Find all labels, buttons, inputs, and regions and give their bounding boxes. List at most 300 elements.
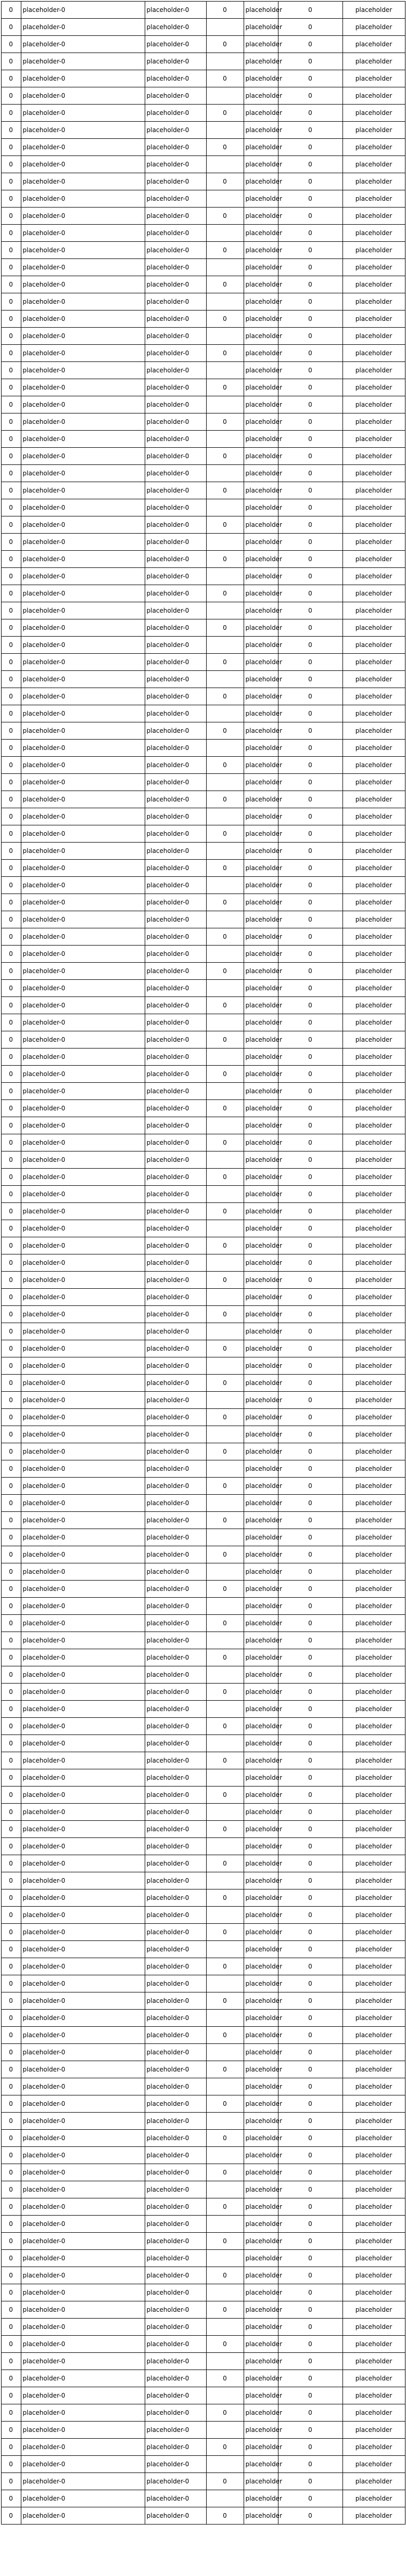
table-row [1,2284,405,2301]
table-row [1,1031,405,1048]
row-index-cell: 0 [1,2078,21,2095]
status-cell: placeholder [342,654,405,671]
company-name-cell: placeholder-0 [21,2,145,19]
table-row [1,310,405,328]
status-cell: placeholder [342,1443,405,1460]
table-row [1,705,405,722]
company-name-cell: placeholder-0 [21,1581,145,1598]
contact-person-cell: placeholder [244,2473,278,2490]
contact-person-cell: placeholder [244,2422,278,2439]
industry-cell: placeholder-0 [145,2113,206,2130]
row-index-cell: 0 [1,1220,21,1237]
company-name-cell: placeholder-0 [21,208,145,225]
status-cell: placeholder [342,465,405,482]
table-row [1,1375,405,1392]
row-index-cell: 0 [1,1512,21,1529]
company-name-cell: placeholder-0 [21,1821,145,1838]
company-name-cell: placeholder-0 [21,1117,145,1134]
phone-cell: 0 [278,139,342,156]
status-cell: placeholder [342,1478,405,1495]
contact-person-cell: placeholder [244,2147,278,2164]
quantity-cell [206,946,244,963]
table-row [1,1975,405,1992]
status-cell: placeholder [342,122,405,139]
industry-cell: placeholder-0 [145,1838,206,1855]
row-index-cell: 0 [1,310,21,328]
industry-cell: placeholder-0 [145,1735,206,1752]
contact-person-cell: placeholder [244,448,278,465]
table-row [1,53,405,70]
phone-cell: 0 [278,2422,342,2439]
contact-person-cell: placeholder [244,1804,278,1821]
industry-cell: placeholder-0 [145,1460,206,1478]
table-row [1,1100,405,1117]
company-name-cell: placeholder-0 [21,1220,145,1237]
quantity-cell: 0 [206,482,244,499]
phone-cell: 0 [278,1460,342,1478]
status-cell: placeholder [342,225,405,242]
status-cell: placeholder [342,2113,405,2130]
contact-person-cell: placeholder [244,1426,278,1443]
status-cell: placeholder [342,2044,405,2061]
row-index-cell: 0 [1,482,21,499]
phone-cell: 0 [278,1254,342,1272]
industry-cell: placeholder-0 [145,2507,206,2525]
table-row [1,1340,405,1357]
status-cell: placeholder [342,2147,405,2164]
company-name-cell: placeholder-0 [21,2301,145,2319]
contact-person-cell: placeholder [244,619,278,637]
row-index-cell: 0 [1,2095,21,2113]
table-row [1,2319,405,2336]
industry-cell: placeholder-0 [145,1426,206,1443]
row-index-cell: 0 [1,2336,21,2353]
company-name-cell: placeholder-0 [21,894,145,911]
industry-cell: placeholder-0 [145,740,206,757]
company-name-cell: placeholder-0 [21,688,145,705]
industry-cell: placeholder-0 [145,1409,206,1426]
row-index-cell: 0 [1,2113,21,2130]
contact-person-cell: placeholder [244,860,278,877]
status-cell: placeholder [342,1048,405,1066]
quantity-cell: 0 [206,139,244,156]
quantity-cell: 0 [206,1409,244,1426]
status-cell: placeholder [342,19,405,36]
status-cell: placeholder [342,2181,405,2198]
contact-person-cell: placeholder [244,2267,278,2284]
contact-person-cell: placeholder [244,396,278,413]
company-name-cell: placeholder-0 [21,2010,145,2027]
row-index-cell: 0 [1,2507,21,2525]
quantity-cell [206,2319,244,2336]
status-cell: placeholder [342,1100,405,1117]
company-name-cell: placeholder-0 [21,1529,145,1546]
table-row [1,860,405,877]
row-index-cell: 0 [1,1443,21,1460]
contact-person-cell: placeholder [244,1443,278,1460]
company-name-cell: placeholder-0 [21,1014,145,1031]
industry-cell: placeholder-0 [145,1512,206,1529]
row-index-cell: 0 [1,1357,21,1375]
industry-cell: placeholder-0 [145,208,206,225]
contact-person-cell: placeholder [244,139,278,156]
company-name-cell: placeholder-0 [21,2044,145,2061]
table-row [1,2490,405,2507]
industry-cell: placeholder-0 [145,276,206,293]
table-row [1,1357,405,1375]
phone-cell: 0 [278,242,342,259]
industry-cell: placeholder-0 [145,637,206,654]
phone-cell: 0 [278,259,342,276]
industry-cell: placeholder-0 [145,1392,206,1409]
contact-person-cell: placeholder [244,740,278,757]
industry-cell: placeholder-0 [145,156,206,173]
table-row [1,2078,405,2095]
status-cell: placeholder [342,1615,405,1632]
row-index-cell: 0 [1,1066,21,1083]
phone-cell: 0 [278,396,342,413]
phone-cell: 0 [278,757,342,774]
quantity-cell: 0 [206,1443,244,1460]
contact-person-cell: placeholder [244,105,278,122]
table-row [1,1014,405,1031]
contact-person-cell: placeholder [244,1546,278,1563]
row-index-cell: 0 [1,1134,21,1151]
table-row [1,2027,405,2044]
contact-person-cell: placeholder [244,1237,278,1254]
industry-cell: placeholder-0 [145,2473,206,2490]
company-name-cell: placeholder-0 [21,1443,145,1460]
row-index-cell: 0 [1,688,21,705]
industry-cell: placeholder-0 [145,379,206,396]
row-index-cell: 0 [1,1718,21,1735]
quantity-cell: 0 [206,1237,244,1254]
quantity-cell [206,1357,244,1375]
quantity-cell [206,705,244,722]
industry-cell: placeholder-0 [145,928,206,946]
row-index-cell: 0 [1,1838,21,1855]
contact-person-cell: placeholder [244,2387,278,2404]
phone-cell: 0 [278,2078,342,2095]
contact-person-cell: placeholder [244,637,278,654]
quantity-cell: 0 [206,1615,244,1632]
row-index-cell: 0 [1,1958,21,1975]
status-cell: placeholder [342,2095,405,2113]
company-name-cell: placeholder-0 [21,293,145,310]
phone-cell: 0 [278,963,342,980]
phone-cell: 0 [278,1426,342,1443]
quantity-cell: 0 [206,70,244,87]
industry-cell: placeholder-0 [145,551,206,568]
company-name-cell: placeholder-0 [21,1563,145,1581]
row-index-cell: 0 [1,413,21,431]
row-index-cell: 0 [1,225,21,242]
phone-cell: 0 [278,2456,342,2473]
phone-cell: 0 [278,825,342,843]
contact-person-cell: placeholder [244,1632,278,1649]
quantity-cell [206,2044,244,2061]
industry-cell: placeholder-0 [145,1632,206,1649]
quantity-cell: 0 [206,379,244,396]
quantity-cell: 0 [206,242,244,259]
company-name-cell: placeholder-0 [21,740,145,757]
company-name-cell: placeholder-0 [21,431,145,448]
company-name-cell: placeholder-0 [21,362,145,379]
quantity-cell: 0 [206,1512,244,1529]
row-index-cell: 0 [1,1855,21,1872]
industry-cell: placeholder-0 [145,1237,206,1254]
company-name-cell: placeholder-0 [21,1632,145,1649]
row-index-cell: 0 [1,1992,21,2010]
industry-cell: placeholder-0 [145,1340,206,1357]
phone-cell: 0 [278,1649,342,1666]
contact-person-cell: placeholder [244,791,278,808]
industry-cell: placeholder-0 [145,2319,206,2336]
phone-cell: 0 [278,1992,342,2010]
quantity-cell: 0 [206,1340,244,1357]
industry-cell: placeholder-0 [145,946,206,963]
row-index-cell: 0 [1,791,21,808]
status-cell: placeholder [342,2319,405,2336]
industry-cell: placeholder-0 [145,2027,206,2044]
phone-cell: 0 [278,2044,342,2061]
table-row [1,568,405,585]
company-name-cell: placeholder-0 [21,1889,145,1907]
table-row [1,1306,405,1323]
company-name-cell: placeholder-0 [21,2198,145,2216]
table-row [1,242,405,259]
phone-cell: 0 [278,1306,342,1323]
row-index-cell: 0 [1,1083,21,1100]
contact-person-cell: placeholder [244,1254,278,1272]
contact-person-cell: placeholder [244,1014,278,1031]
quantity-cell: 0 [206,1100,244,1117]
quantity-cell: 0 [206,825,244,843]
row-index-cell: 0 [1,1907,21,1924]
industry-cell: placeholder-0 [145,860,206,877]
company-name-cell: placeholder-0 [21,1804,145,1821]
status-cell: placeholder [342,757,405,774]
status-cell: placeholder [342,843,405,860]
row-index-cell: 0 [1,894,21,911]
quantity-cell [206,877,244,894]
status-cell: placeholder [342,877,405,894]
company-name-cell: placeholder-0 [21,602,145,619]
quantity-cell: 0 [206,1821,244,1838]
status-cell: placeholder [342,1889,405,1907]
contact-person-cell: placeholder [244,843,278,860]
row-index-cell: 0 [1,242,21,259]
table-row [1,190,405,208]
phone-cell: 0 [278,53,342,70]
table-row [1,482,405,499]
contact-person-cell: placeholder [244,1752,278,1769]
industry-cell: placeholder-0 [145,1598,206,1615]
phone-cell: 0 [278,2164,342,2181]
quantity-cell: 0 [206,1649,244,1666]
row-index-cell: 0 [1,1563,21,1581]
row-index-cell: 0 [1,19,21,36]
quantity-cell: 0 [206,2130,244,2147]
industry-cell: placeholder-0 [145,1958,206,1975]
contact-person-cell: placeholder [244,1649,278,1666]
company-name-cell: placeholder-0 [21,1186,145,1203]
company-name-cell: placeholder-0 [21,310,145,328]
company-name-cell: placeholder-0 [21,1340,145,1357]
phone-cell: 0 [278,1203,342,1220]
status-cell: placeholder [342,997,405,1014]
status-cell: placeholder [342,1872,405,1889]
table-row [1,1186,405,1203]
phone-cell: 0 [278,877,342,894]
quantity-cell [206,1598,244,1615]
contact-person-cell: placeholder [244,602,278,619]
phone-cell: 0 [278,2,342,19]
status-cell: placeholder [342,2456,405,2473]
row-index-cell: 0 [1,1529,21,1546]
company-name-cell: placeholder-0 [21,1272,145,1289]
status-cell: placeholder [342,448,405,465]
contact-person-cell: placeholder [244,345,278,362]
quantity-cell: 0 [206,1134,244,1151]
row-index-cell: 0 [1,1203,21,1220]
status-cell: placeholder [342,1701,405,1718]
company-name-cell: placeholder-0 [21,105,145,122]
contact-person-cell: placeholder [244,379,278,396]
phone-cell: 0 [278,2490,342,2507]
phone-cell: 0 [278,448,342,465]
phone-cell: 0 [278,1014,342,1031]
phone-cell: 0 [278,808,342,825]
phone-cell: 0 [278,722,342,740]
phone-cell: 0 [278,1323,342,1340]
status-cell: placeholder [342,602,405,619]
row-index-cell: 0 [1,1254,21,1272]
status-cell: placeholder [342,688,405,705]
contact-person-cell: placeholder [244,1581,278,1598]
phone-cell: 0 [278,654,342,671]
company-name-cell: placeholder-0 [21,499,145,516]
row-index-cell: 0 [1,156,21,173]
quantity-cell [206,190,244,208]
quantity-cell [206,1666,244,1684]
industry-cell: placeholder-0 [145,2387,206,2404]
phone-cell: 0 [278,2284,342,2301]
table-row [1,156,405,173]
row-index-cell: 0 [1,1237,21,1254]
row-index-cell: 0 [1,499,21,516]
table-row [1,963,405,980]
contact-person-cell: placeholder [244,122,278,139]
phone-cell: 0 [278,2473,342,2490]
phone-cell: 0 [278,2181,342,2198]
company-name-cell: placeholder-0 [21,1666,145,1684]
table-row [1,1392,405,1409]
industry-cell: placeholder-0 [145,1924,206,1941]
company-name-cell: placeholder-0 [21,928,145,946]
quantity-cell [206,1529,244,1546]
industry-cell: placeholder-0 [145,2078,206,2095]
company-name-cell: placeholder-0 [21,173,145,190]
contact-person-cell: placeholder [244,1615,278,1632]
company-name-cell: placeholder-0 [21,1495,145,1512]
contact-person-cell: placeholder [244,19,278,36]
company-name-cell: placeholder-0 [21,534,145,551]
company-name-cell: placeholder-0 [21,1306,145,1323]
company-name-cell: placeholder-0 [21,482,145,499]
status-cell: placeholder [342,705,405,722]
table-row [1,2,405,19]
table-row [1,1220,405,1237]
quantity-cell: 0 [206,1787,244,1804]
status-cell: placeholder [342,1254,405,1272]
table-row [1,379,405,396]
phone-cell: 0 [278,105,342,122]
company-name-cell: placeholder-0 [21,1992,145,2010]
contact-person-cell: placeholder [244,963,278,980]
contact-person-cell: placeholder [244,1375,278,1392]
industry-cell: placeholder-0 [145,1495,206,1512]
industry-cell: placeholder-0 [145,310,206,328]
status-cell: placeholder [342,1340,405,1357]
company-name-cell: placeholder-0 [21,2490,145,2507]
row-index-cell: 0 [1,2044,21,2061]
phone-cell: 0 [278,1031,342,1048]
quantity-cell: 0 [206,1718,244,1735]
company-name-cell: placeholder-0 [21,87,145,105]
phone-cell: 0 [278,1169,342,1186]
contact-person-cell: placeholder [244,585,278,602]
industry-cell: placeholder-0 [145,602,206,619]
company-name-cell: placeholder-0 [21,2473,145,2490]
table-row [1,1735,405,1752]
phone-cell: 0 [278,225,342,242]
industry-cell: placeholder-0 [145,1375,206,1392]
company-name-cell: placeholder-0 [21,825,145,843]
industry-cell: placeholder-0 [145,843,206,860]
phone-cell: 0 [278,2387,342,2404]
table-row [1,2353,405,2370]
industry-cell: placeholder-0 [145,1992,206,2010]
table-row [1,2233,405,2250]
company-name-cell: placeholder-0 [21,2353,145,2370]
industry-cell: placeholder-0 [145,963,206,980]
status-cell: placeholder [342,1323,405,1340]
status-cell: placeholder [342,1787,405,1804]
phone-cell: 0 [278,413,342,431]
table-row [1,1443,405,1460]
table-row [1,87,405,105]
industry-cell: placeholder-0 [145,1323,206,1340]
quantity-cell [206,1804,244,1821]
row-index-cell: 0 [1,2319,21,2336]
industry-cell: placeholder-0 [145,1203,206,1220]
phone-cell: 0 [278,482,342,499]
quantity-cell [206,843,244,860]
industry-cell: placeholder-0 [145,413,206,431]
quantity-cell: 0 [206,1203,244,1220]
phone-cell: 0 [278,1340,342,1357]
company-name-cell: placeholder-0 [21,1649,145,1666]
industry-cell: placeholder-0 [145,19,206,36]
table-row [1,1134,405,1151]
contact-person-cell: placeholder [244,928,278,946]
table-row [1,2456,405,2473]
industry-cell: placeholder-0 [145,242,206,259]
industry-cell: placeholder-0 [145,1254,206,1272]
phone-cell: 0 [278,1889,342,1907]
data-table [1,1,405,2525]
